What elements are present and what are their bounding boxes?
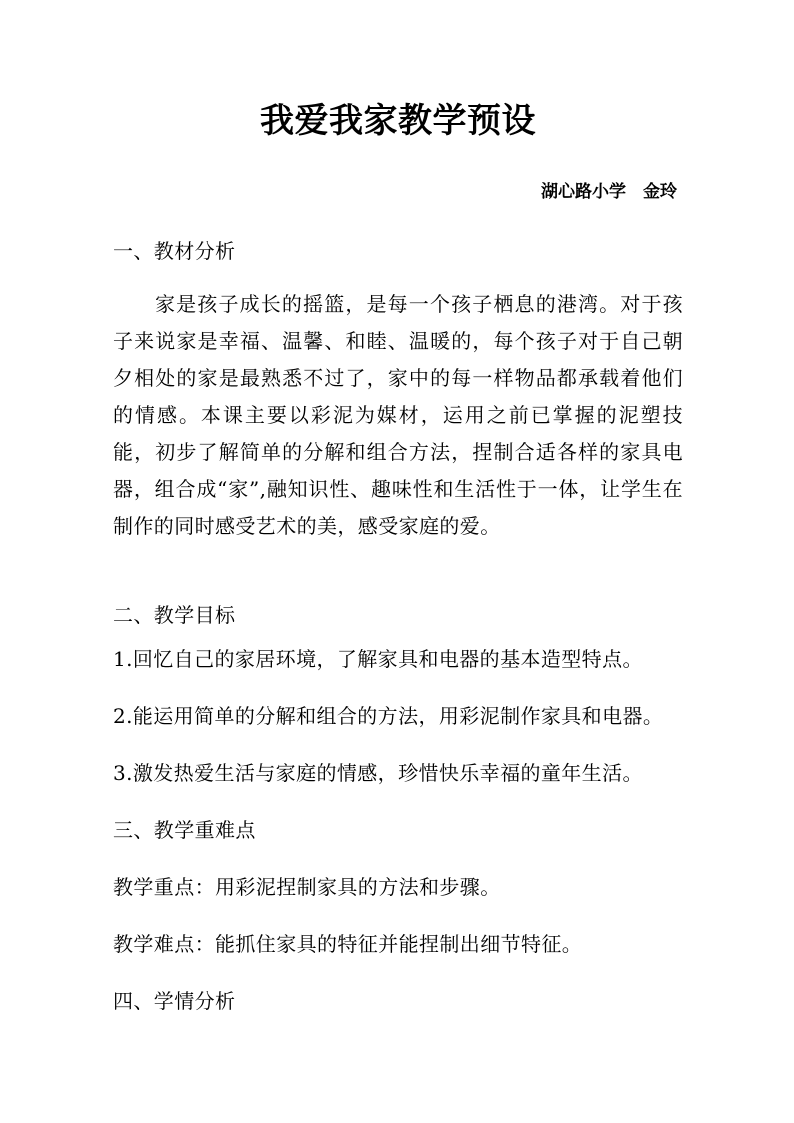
section-heading-key-and-difficult-points: 三、教学重难点 bbox=[113, 818, 256, 842]
difficult-point-line: 教学难点：能抓住家具的特征并能捏制出细节特征。 bbox=[113, 932, 583, 956]
author-byline: 湖心路小学 金玲 bbox=[541, 182, 677, 202]
section-heading-teaching-material-analysis: 一、教材分析 bbox=[113, 239, 236, 263]
objective-item-3: 3.激发热爱生活与家庭的情感，珍惜快乐幸福的童年生活。 bbox=[113, 761, 643, 785]
paragraph-teaching-material-analysis: 家是孩子成长的摇篮，是每一个孩子栖息的港湾。对于孩子来说家是幸福、温馨、和睦、温暖的，每个孩子对于自己朝夕相处的家是最熟悉不过了，家中的每一样物品都承载着他们的情感。本课主要以彩泥为媒材，运用之前已掌握的泥塑技能，初步了解简单的分解和组合方法，捏制合适各样的家具电器，组合成“家”,融知识性、趣味性和生活性于一体，让学生在制作的同时感受艺术的美，感受家庭的爱。 bbox=[113, 292, 683, 538]
key-point-line: 教学重点：用彩泥捏制家具的方法和步骤。 bbox=[113, 875, 501, 899]
objective-item-1: 1.回忆自己的家居环境，了解家具和电器的基本造型特点。 bbox=[113, 647, 643, 671]
section-heading-student-situation-analysis: 四、学情分析 bbox=[113, 989, 236, 1013]
objective-item-2: 2.能运用简单的分解和组合的方法，用彩泥制作家具和电器。 bbox=[113, 704, 664, 728]
page-title: 我爱我家教学预设 bbox=[260, 101, 536, 141]
section-heading-teaching-objectives: 二、教学目标 bbox=[113, 603, 236, 627]
